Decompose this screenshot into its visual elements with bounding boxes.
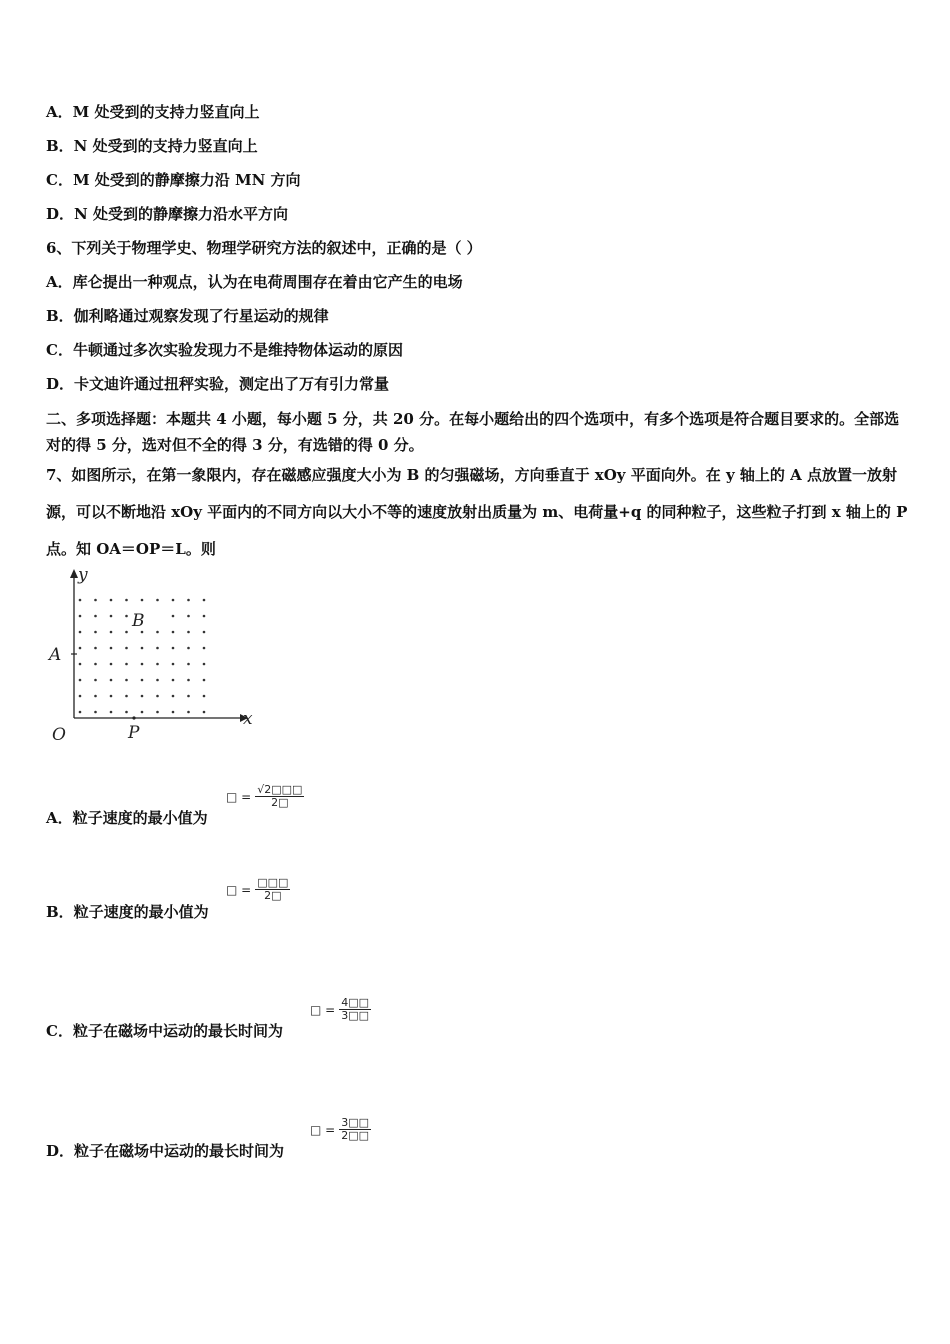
field-dot <box>94 599 97 602</box>
q7-option-a-formula <box>226 784 304 809</box>
field-dot <box>125 615 128 618</box>
formula-lhs: □ = <box>226 789 252 804</box>
q5-option-d: D．N 处受到的静摩擦力沿水平方向 <box>46 205 288 223</box>
field-dot <box>187 615 190 618</box>
field-dot <box>141 695 144 698</box>
field-dot <box>187 695 190 698</box>
x-label: x <box>243 709 253 729</box>
field-dot <box>79 615 82 618</box>
y-axis-arrow <box>70 569 78 578</box>
field-dot <box>79 663 82 666</box>
field-dot <box>156 711 159 714</box>
p-label: P <box>128 723 140 743</box>
field-dot <box>141 679 144 682</box>
p-point <box>132 716 135 719</box>
q6-option-c: C．牛顿通过多次实验发现力不是维持物体运动的原因 <box>46 341 403 359</box>
field-dot <box>156 663 159 666</box>
field-dot <box>203 647 206 650</box>
field-dot <box>172 647 175 650</box>
field-dot <box>203 711 206 714</box>
formula-numerator: 3□□ <box>341 1116 370 1129</box>
figure-svg <box>44 562 264 747</box>
field-dot <box>94 695 97 698</box>
field-dot <box>203 599 206 602</box>
a-label: A <box>49 645 62 665</box>
field-dot <box>79 695 82 698</box>
q6-stem: 6、下列关于物理学史、物理学研究方法的叙述中，正确的是（ ） <box>46 239 482 257</box>
field-dot <box>156 647 159 650</box>
field-dot <box>203 695 206 698</box>
q7-option-a: A．粒子速度的最小值为 <box>46 809 208 827</box>
field-dot <box>203 615 206 618</box>
formula-denominator: 2□ <box>264 889 282 902</box>
field-dot <box>110 679 113 682</box>
field-dot <box>172 599 175 602</box>
field-dot <box>187 599 190 602</box>
section2-heading: 二、多项选择题：本题共 4 小题，每小题 5 分，共 20 分。在每小题给出的四个选项中，有多个选项是符合题目要求的。全部选对的得 5 分，选对但不全的得 3 分，有选错的得 0 分。 <box>46 410 900 454</box>
field-dot <box>172 631 175 634</box>
b-label: B <box>132 611 145 631</box>
q7-option-d: D．粒子在磁场中运动的最长时间为 <box>46 1142 285 1160</box>
q7-stem: 7、如图所示，在第一象限内，存在磁感应强度大小为 B 的匀强磁场，方向垂直于 xOy 平面向外。在 y 轴上的 A 点放置一放射源，可以不断地沿 xOy 平面内的不同方向以大小不等的速度放射出质量为 m、电荷量+q 的同种粒子，这些粒子打到 x 轴上的 P 点。知 OA＝OP＝L。则 <box>46 466 908 558</box>
field-dot <box>172 711 175 714</box>
magnetic-field-figure <box>44 562 264 747</box>
field-dot <box>125 663 128 666</box>
o-label: O <box>52 725 66 745</box>
field-dot <box>156 599 159 602</box>
field-dot <box>110 615 113 618</box>
field-dot <box>94 647 97 650</box>
field-dot <box>172 695 175 698</box>
field-dot <box>141 631 144 634</box>
field-dot <box>172 615 175 618</box>
field-dot <box>141 663 144 666</box>
field-dot <box>79 599 82 602</box>
q5-option-c: C．M 处受到的静摩擦力沿 MN 方向 <box>46 171 301 189</box>
field-dot <box>125 679 128 682</box>
y-label: y <box>78 565 88 585</box>
field-dot <box>79 679 82 682</box>
field-dot <box>110 711 113 714</box>
field-dot <box>187 631 190 634</box>
q7-option-c-formula <box>310 997 371 1022</box>
formula-numerator: 4□□ <box>341 996 370 1009</box>
field-dot <box>110 695 113 698</box>
field-dot <box>187 663 190 666</box>
field-dot <box>94 631 97 634</box>
field-dot <box>203 679 206 682</box>
field-dot <box>141 599 144 602</box>
formula-lhs: □ = <box>310 1122 336 1137</box>
formula-numerator: □□□ <box>257 876 289 889</box>
q7-option-c: C．粒子在磁场中运动的最长时间为 <box>46 1022 283 1040</box>
field-dot <box>125 599 128 602</box>
field-dot <box>156 631 159 634</box>
field-dot <box>172 663 175 666</box>
formula-denominator: 2□ <box>271 796 289 809</box>
formula-lhs: □ = <box>226 882 252 897</box>
field-dot <box>187 647 190 650</box>
formula-numerator: √2□□□ <box>257 783 303 796</box>
q6-option-d: D．卡文迪许通过扭秤实验，测定出了万有引力常量 <box>46 375 390 393</box>
field-dot <box>110 663 113 666</box>
field-dot <box>187 711 190 714</box>
field-dot <box>187 679 190 682</box>
formula-lhs: □ = <box>310 1002 336 1017</box>
field-dot <box>94 663 97 666</box>
field-dot <box>79 647 82 650</box>
field-dot <box>110 599 113 602</box>
q6-option-a: A．库仑提出一种观点，认为在电荷周围存在着由它产生的电场 <box>46 273 463 291</box>
field-dot <box>110 647 113 650</box>
field-dot <box>79 711 82 714</box>
field-dot <box>110 631 113 634</box>
field-dot <box>141 647 144 650</box>
field-dot <box>94 711 97 714</box>
field-dot <box>141 711 144 714</box>
field-dot <box>94 615 97 618</box>
field-dot <box>125 631 128 634</box>
field-dot <box>203 631 206 634</box>
field-dot <box>125 711 128 714</box>
q7-option-b: B．粒子速度的最小值为 <box>46 903 209 921</box>
field-dot <box>203 663 206 666</box>
formula-denominator: 3□□ <box>341 1009 370 1022</box>
q5-option-b: B．N 处受到的支持力竖直向上 <box>46 137 258 155</box>
field-dot <box>125 695 128 698</box>
field-dot <box>94 679 97 682</box>
field-dot <box>125 647 128 650</box>
formula-denominator: 2□□ <box>341 1129 370 1142</box>
field-dot <box>172 679 175 682</box>
q7-option-b-formula <box>226 877 290 902</box>
field-dot <box>156 695 159 698</box>
field-dot <box>79 631 82 634</box>
q6-option-b: B．伽利略通过观察发现了行星运动的规律 <box>46 307 329 325</box>
field-dot <box>156 679 159 682</box>
q5-option-a: A．M 处受到的支持力竖直向上 <box>46 103 260 121</box>
q7-option-d-formula <box>310 1117 371 1142</box>
